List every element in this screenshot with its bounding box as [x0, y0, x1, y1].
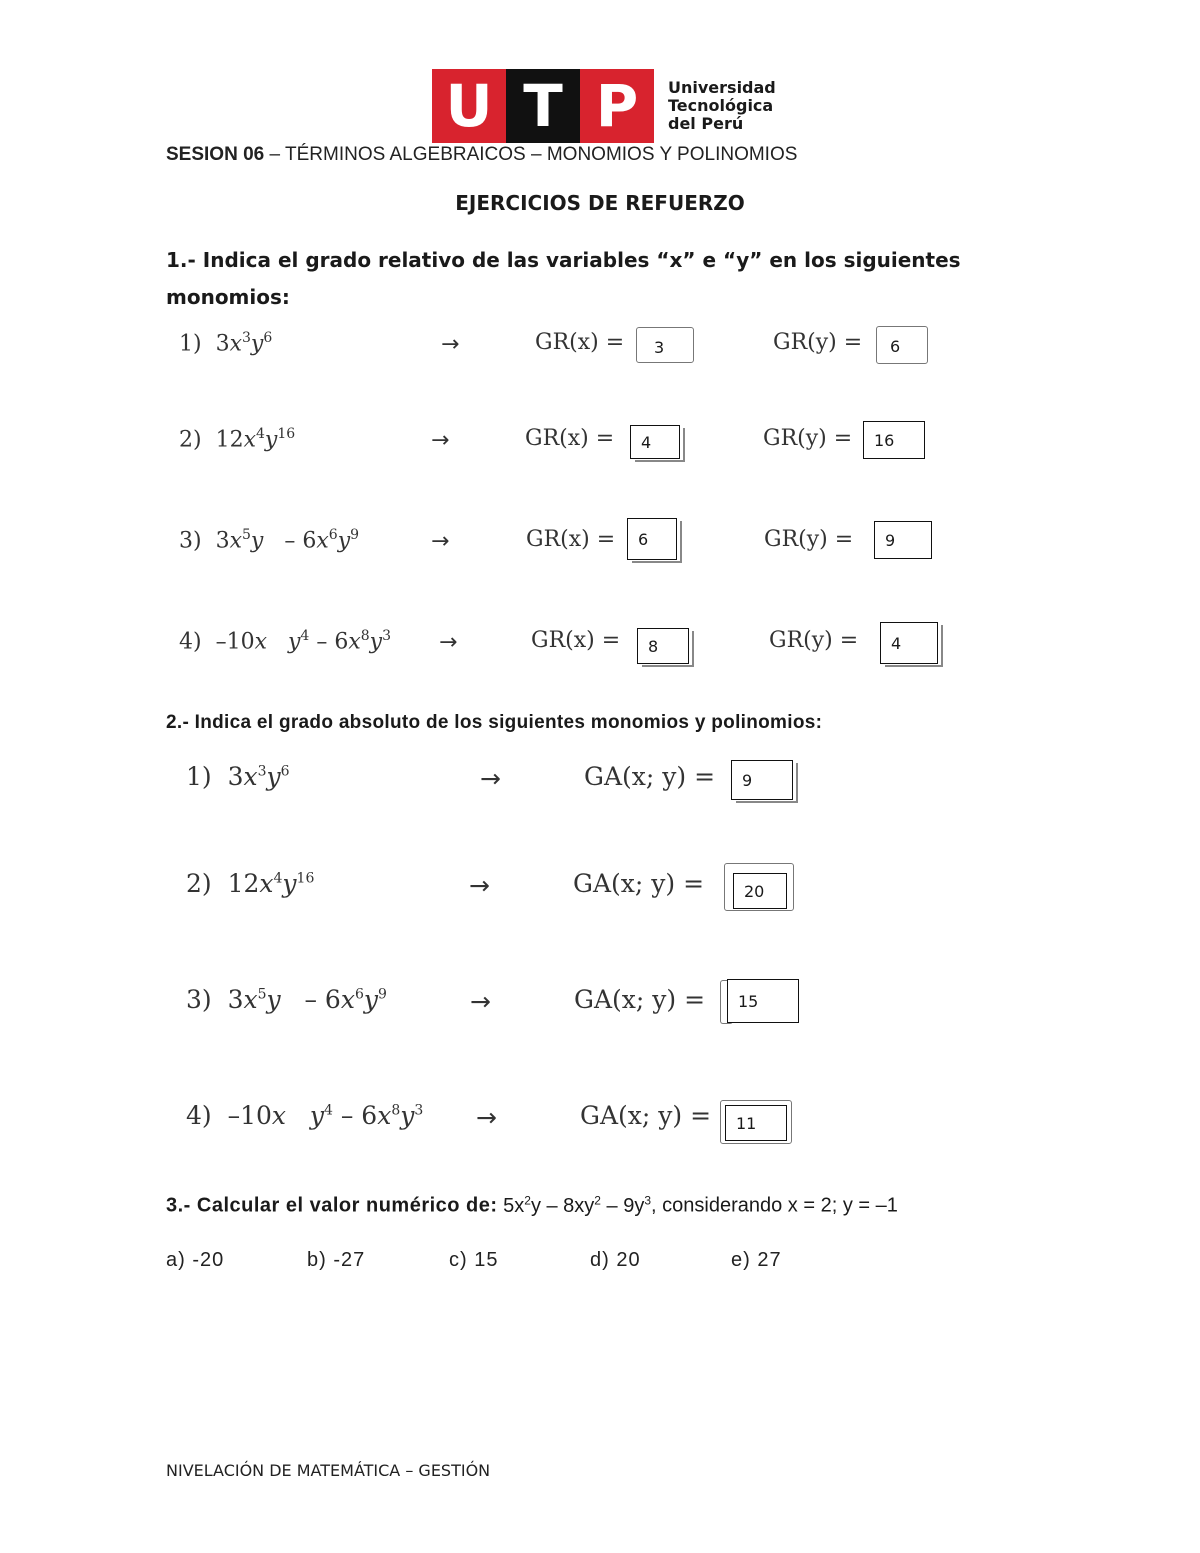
q1-item-3-gry-answer: 9: [874, 521, 932, 559]
q1-item-1-grx-label: GR(x) =: [535, 330, 625, 355]
session-number: SESION 06: [166, 144, 265, 165]
logo-line-1: Universidad: [668, 78, 776, 97]
q1-item-1-gry-label: GR(y) =: [773, 330, 863, 355]
option-c: c) 15: [449, 1249, 499, 1271]
question-3-polynomial: $5x^2y - 8xy^2 - 9y^3$: [503, 1193, 652, 1217]
q1-item-4-grx-answer: 8: [637, 628, 689, 664]
q2-item-3-expression: 3) $3x^5y - 6x^6y^9$: [186, 985, 387, 1014]
logo-letter-t: T: [506, 69, 580, 143]
question-1-title: 1.- Indica el grado relativo de las variables “x” e “y” en los siguientes monomios:: [166, 248, 961, 309]
q1-item-4-gry-answer: 4: [880, 622, 938, 664]
q2-item-3-number: 3): [186, 985, 212, 1014]
q1-item-1-gry-answer: 6: [890, 336, 901, 356]
q1-item-1-arrow-icon: →: [441, 332, 460, 357]
q1-item-4-gry-label: GR(y) =: [769, 628, 859, 653]
q2-item-3-arrow-icon: →: [470, 987, 491, 1016]
question-3: [166, 1193, 898, 1218]
q2-item-1-number: 1): [186, 762, 212, 791]
page-footer: NIVELACIÓN DE MATEMÁTICA – GESTIÓN: [166, 1461, 491, 1480]
q1-item-2-grx-label: GR(x) =: [525, 426, 615, 451]
q1-item-2-number: 2): [179, 427, 202, 453]
q1-item-3-gry-label: GR(y) =: [764, 527, 854, 552]
q2-item-2-number: 2): [186, 869, 212, 898]
logo-letter-p: P: [580, 69, 654, 143]
q2-item-3-ga-label: GA(x; y) =: [574, 985, 706, 1014]
q2-item-2-arrow-icon: →: [469, 871, 490, 900]
q2-item-4-ga-label: GA(x; y) =: [580, 1101, 712, 1130]
option-a: a) -20: [166, 1249, 225, 1271]
utp-logo: [432, 69, 654, 143]
q1-item-2-arrow-icon: →: [431, 428, 450, 453]
q1-item-4-grx-label: GR(x) =: [531, 628, 621, 653]
q2-item-3-ga-answer: 15: [727, 979, 799, 1023]
option-e: e) 27: [731, 1249, 782, 1271]
q2-item-1-ga-label: GA(x; y) =: [584, 762, 716, 791]
question-3-label: 3.- Calcular el valor numérico de:: [166, 1194, 498, 1217]
q1-item-4-number: 4): [179, 629, 202, 655]
session-topic: – TÉRMINOS ALGEBRAICOS – MONOMIOS Y POLINOMIOS: [264, 144, 798, 165]
q1-item-4-expression: 4) –10x $y^4 - 6x^8y^3$: [179, 628, 392, 655]
q2-item-4-number: 4): [186, 1101, 212, 1130]
q2-item-1-arrow-icon: →: [480, 764, 501, 793]
q1-item-4-arrow-icon: →: [439, 630, 458, 655]
q1-item-3-number: 3): [179, 528, 202, 554]
q1-item-2-gry-label: GR(y) =: [763, 426, 853, 451]
q2-item-2-ga-label: GA(x; y) =: [573, 869, 705, 898]
q1-item-2-gry-answer: 16: [863, 421, 925, 459]
q2-item-2-ga-answer: 20: [733, 873, 787, 909]
logo-wordmark: [668, 79, 776, 133]
logo-line-3: del Perú: [668, 114, 744, 133]
logo-line-2: Tecnológica: [668, 96, 774, 115]
q1-item-1-number: 1): [179, 331, 202, 357]
q2-item-4-ga-answer: 11: [725, 1105, 787, 1141]
q1-item-2-expression: 2) $12x^4y^{16}$: [179, 426, 296, 453]
question-2-title: 2.- Indica el grado absoluto de los siguientes monomios y polinomios:: [166, 712, 823, 733]
q2-item-4-arrow-icon: →: [476, 1103, 497, 1132]
option-b: b) -27: [307, 1249, 366, 1271]
session-title: [166, 144, 797, 166]
q1-item-2-grx-answer: 4: [630, 425, 680, 459]
q2-item-1-ga-answer: 9: [731, 760, 793, 800]
q1-item-3-arrow-icon: →: [431, 529, 450, 554]
logo-letter-u: U: [432, 69, 506, 143]
q1-item-1-expression: 1) $3x^3y^6$: [179, 330, 273, 357]
q1-item-1-grx-answer: 3: [654, 337, 665, 357]
q1-item-3-grx-label: GR(x) =: [526, 527, 616, 552]
q2-item-4-expression: 4) –10x $y^4 - 6x^8y^3$: [186, 1101, 424, 1130]
q1-item-3-expression: 3) $3x^5y - 6x^6y^9$: [179, 527, 360, 554]
q2-item-2-expression: 2) $12x^4y^{16}$: [186, 869, 315, 898]
q1-item-3-grx-answer: 6: [627, 518, 677, 560]
question-3-condition: , considerando x = 2; y = –1: [651, 1194, 898, 1217]
page-title: EJERCICIOS DE REFUERZO: [455, 191, 745, 215]
q2-item-1-expression: 1) $3x^3y^6$: [186, 762, 290, 791]
option-d: d) 20: [590, 1249, 641, 1271]
